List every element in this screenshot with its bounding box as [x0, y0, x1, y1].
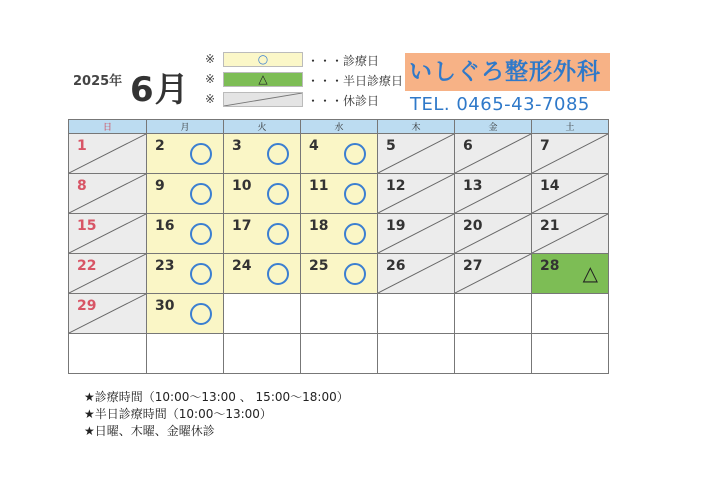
day-number: 15: [77, 218, 97, 234]
day-number: 14: [540, 178, 560, 194]
day-number: 9: [155, 178, 165, 194]
day-cell-20: [455, 214, 532, 254]
day-number: 8: [77, 178, 87, 194]
empty-cell: [532, 334, 609, 374]
month-label: 6月: [130, 70, 190, 110]
day-number: 19: [386, 218, 406, 234]
day-number: 23: [155, 258, 175, 274]
day-number: 10: [232, 178, 252, 194]
circle-icon: [344, 223, 366, 245]
day-cell-25: [301, 254, 378, 294]
week-row: [69, 334, 609, 374]
weekday-mon: 月: [147, 120, 224, 134]
circle-icon: [344, 263, 366, 285]
day-number: 16: [155, 218, 175, 234]
legend-swatch-closed: [223, 92, 303, 107]
week-row: [69, 254, 609, 294]
day-cell-19: [378, 214, 455, 254]
day-cell-1: [69, 134, 147, 174]
legend-text-half: ・・・半日診療日: [307, 74, 404, 88]
day-number: 5: [386, 138, 396, 154]
empty-cell: [378, 294, 455, 334]
day-cell-10: [224, 174, 301, 214]
day-number: 20: [463, 218, 483, 234]
circle-icon: [344, 183, 366, 205]
day-cell-13: [455, 174, 532, 214]
week-row: [69, 134, 609, 174]
circle-icon: [190, 143, 212, 165]
day-cell-21: [532, 214, 609, 254]
day-number: 6: [463, 138, 473, 154]
day-cell-15: [69, 214, 147, 254]
legend-row-half: [205, 70, 405, 90]
empty-cell: [455, 294, 532, 334]
day-cell-8: [69, 174, 147, 214]
week-row: [69, 214, 609, 254]
empty-cell: [69, 334, 147, 374]
legend-asterisk: ※: [205, 92, 216, 106]
day-number: 12: [386, 178, 406, 194]
day-cell-4: [301, 134, 378, 174]
day-cell-3: [224, 134, 301, 174]
day-cell-27: [455, 254, 532, 294]
diagonal-slash-icon: [224, 93, 302, 106]
circle-icon: ○: [257, 52, 269, 66]
day-cell-23: [147, 254, 224, 294]
day-cell-9: [147, 174, 224, 214]
day-cell-2: [147, 134, 224, 174]
circle-icon: [190, 263, 212, 285]
empty-cell: [301, 294, 378, 334]
day-number: 22: [77, 258, 97, 274]
weekday-sun: 日: [69, 120, 147, 134]
day-cell-17: [224, 214, 301, 254]
day-number: 21: [540, 218, 560, 234]
circle-icon: [267, 223, 289, 245]
circle-icon: [267, 183, 289, 205]
day-number: 4: [309, 138, 319, 154]
legend-swatch-half: [223, 72, 303, 87]
day-number: 17: [232, 218, 252, 234]
triangle-icon: △: [582, 261, 598, 285]
legend-text-closed: ・・・休診日: [307, 94, 380, 108]
clinic-name: いしぐろ整形外科: [405, 53, 610, 91]
day-cell-16: [147, 214, 224, 254]
legend-row-open: [205, 50, 405, 70]
weekday-sat: 土: [532, 120, 609, 134]
day-number: 2: [155, 138, 165, 154]
weekday-header-row: [69, 120, 609, 134]
day-cell-26: [378, 254, 455, 294]
day-cell-29: [69, 294, 147, 334]
day-number: 1: [77, 138, 87, 154]
empty-cell: [532, 294, 609, 334]
weekday-tue: 火: [224, 120, 301, 134]
note-closed-days: ★日曜、木曜、金曜休診: [84, 424, 215, 438]
day-number: 30: [155, 298, 175, 314]
day-cell-12: [378, 174, 455, 214]
day-number: 25: [309, 258, 329, 274]
day-number: 3: [232, 138, 242, 154]
day-number: 29: [77, 298, 97, 314]
calendar-table: [68, 119, 609, 374]
notes: [84, 389, 349, 440]
circle-icon: [267, 143, 289, 165]
weekday-thu: 木: [378, 120, 455, 134]
circle-icon: [344, 143, 366, 165]
empty-cell: [147, 334, 224, 374]
day-cell-30: [147, 294, 224, 334]
day-cell-24: [224, 254, 301, 294]
circle-icon: [267, 263, 289, 285]
calendar-body: [69, 134, 609, 374]
day-number: 13: [463, 178, 483, 194]
circle-icon: [190, 223, 212, 245]
day-cell-5: [378, 134, 455, 174]
legend-asterisk: ※: [205, 72, 216, 86]
clinic-phone: TEL. 0465-43-7085: [410, 94, 590, 115]
day-number: 28: [540, 258, 560, 274]
legend-text-open: ・・・診療日: [307, 54, 380, 68]
legend-swatch-open: [223, 52, 303, 67]
weekday-fri: 金: [455, 120, 532, 134]
day-number: 24: [232, 258, 252, 274]
empty-cell: [224, 334, 301, 374]
day-cell-22: [69, 254, 147, 294]
week-row: [69, 294, 609, 334]
day-cell-6: [455, 134, 532, 174]
day-number: 18: [309, 218, 329, 234]
empty-cell: [301, 334, 378, 374]
day-cell-7: [532, 134, 609, 174]
year-label: 2025年: [73, 74, 123, 89]
circle-icon: [190, 183, 212, 205]
empty-cell: [455, 334, 532, 374]
week-row: [69, 174, 609, 214]
weekday-wed: 水: [301, 120, 378, 134]
circle-icon: [190, 303, 212, 325]
day-cell-18: [301, 214, 378, 254]
day-number: 27: [463, 258, 483, 274]
day-number: 11: [309, 178, 329, 194]
note-hours: ★診療時間（10:00～13:00 、 15:00～18:00）: [84, 390, 349, 404]
day-cell-28: [532, 254, 609, 294]
day-number: 7: [540, 138, 550, 154]
day-cell-14: [532, 174, 609, 214]
day-number: 26: [386, 258, 406, 274]
legend-asterisk: ※: [205, 52, 216, 66]
legend: [205, 50, 405, 110]
triangle-icon: △: [258, 72, 268, 86]
empty-cell: [378, 334, 455, 374]
legend-row-closed: [205, 90, 405, 110]
day-cell-11: [301, 174, 378, 214]
empty-cell: [224, 294, 301, 334]
note-half-hours: ★半日診療時間（10:00～13:00）: [84, 407, 272, 421]
